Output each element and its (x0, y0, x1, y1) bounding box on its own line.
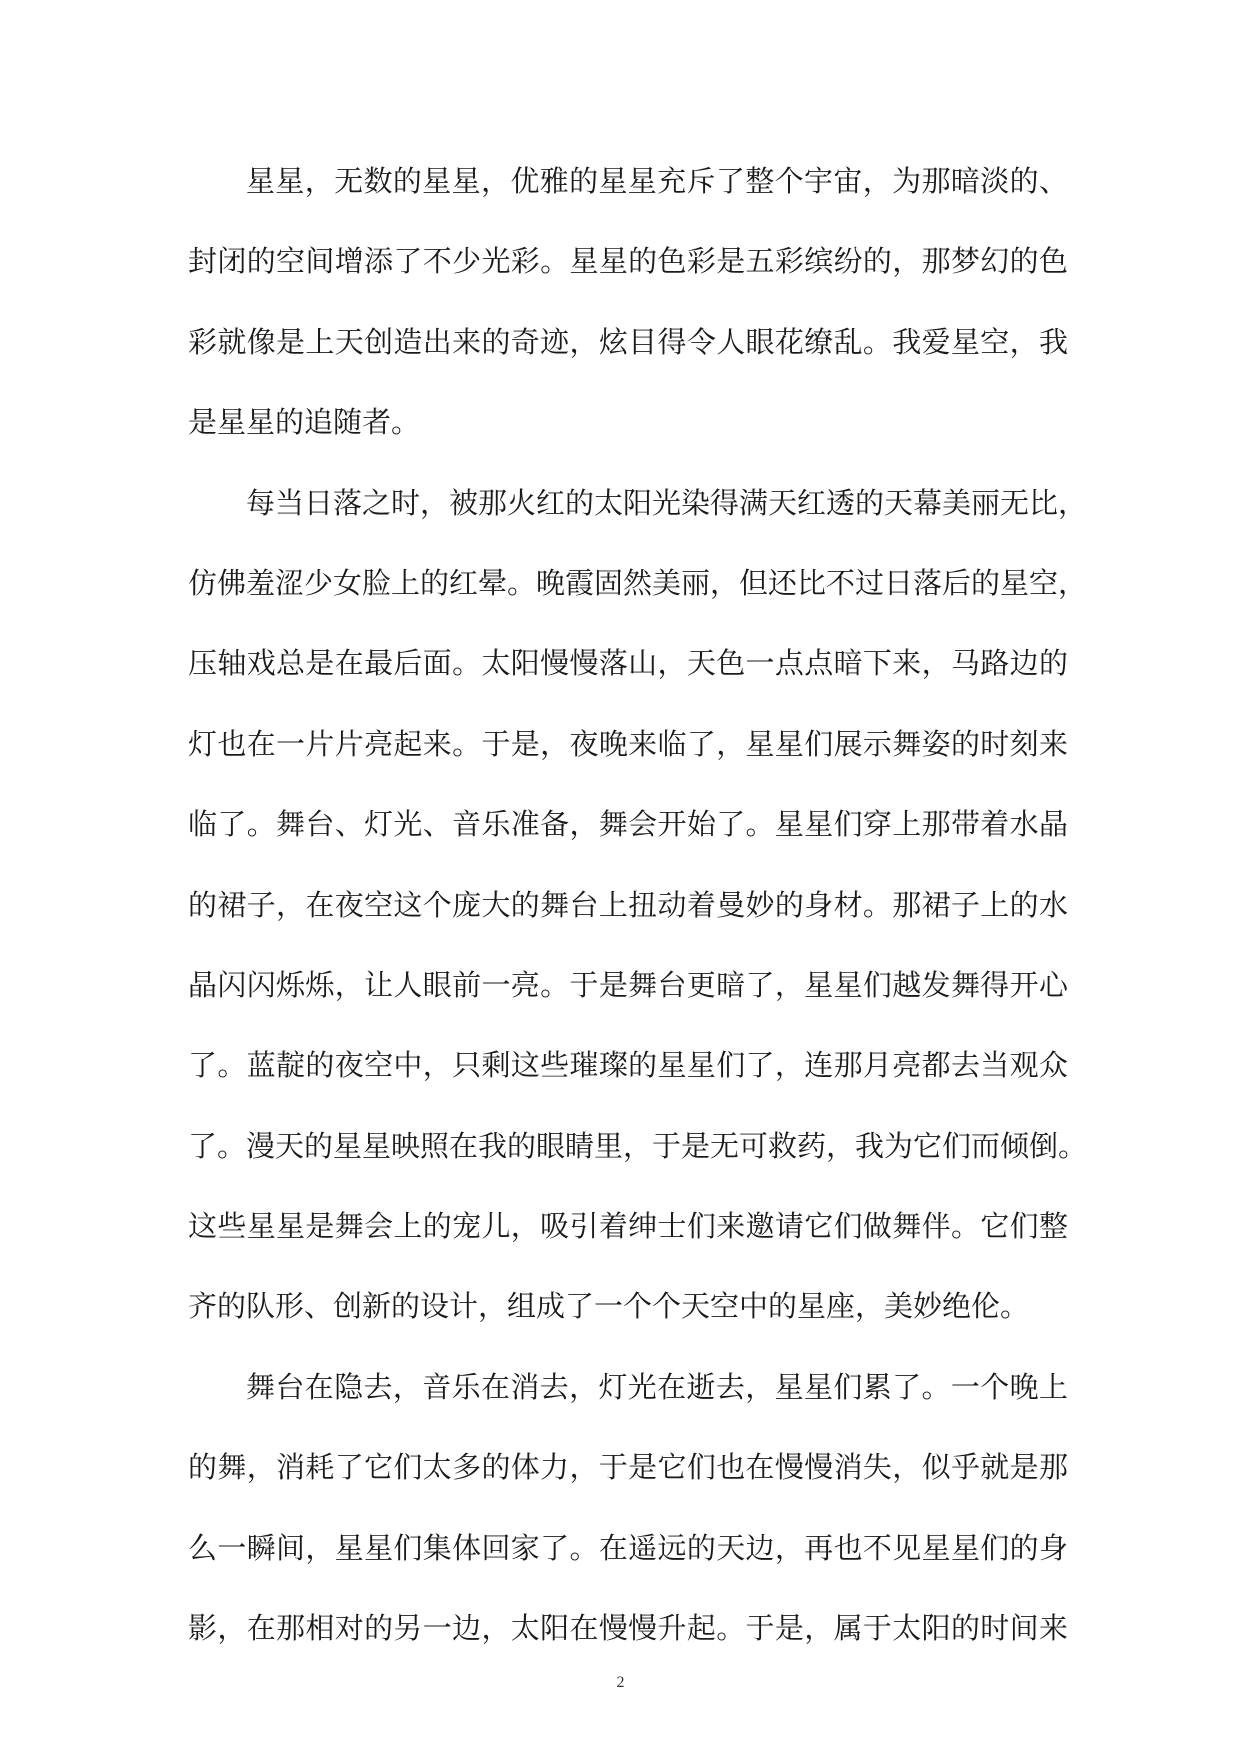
paragraph-2-line-5: 临了。舞台、灯光、音乐准备，舞会开始了。星星们穿上那带着水晶 (188, 807, 1068, 842)
paragraph-2-line-2: 仿佛羞涩少女脸上的红晕。晚霞固然美丽，但还比不过日落后的星空， (188, 565, 1088, 600)
paragraph-2-line-7: 晶闪闪烁烁，让人眼前一亮。于是舞台更暗了，星星们越发舞得开心 (188, 967, 1068, 1002)
paragraph-3-line-2: 的舞，消耗了它们太多的体力，于是它们也在慢慢消失，似乎就是那 (188, 1450, 1068, 1485)
paragraph-2-line-9: 了。漫天的星星映照在我的眼睛里，于是无可救药，我为它们而倾倒。 (188, 1128, 1088, 1163)
paragraph-1-line-1: 星星，无数的星星，优雅的星星充斥了整个宇宙，为那暗淡的、 (246, 164, 1068, 198)
paragraph-2-line-1: 每当日落之时，被那火红的太阳光染得满天红透的天幕美丽无比， (246, 485, 1088, 520)
page-number: 2 (616, 1674, 625, 1691)
paragraph-2-line-10: 这些星星是舞会上的宠儿，吸引着绅士们来邀请它们做舞伴。它们整 (188, 1209, 1068, 1244)
paragraph-1-line-4: 是星星的追随者。 (188, 405, 421, 440)
paragraph-3-line-1: 舞台在隐去，音乐在消去，灯光在逝去，星星们累了。一个晚上 (246, 1369, 1068, 1404)
paragraph-2-line-8: 了。蓝靛的夜空中，只剩这些璀璨的星星们了，连那月亮都去当观众 (188, 1048, 1068, 1083)
paragraph-2-line-3: 压轴戏总是在最后面。太阳慢慢落山，天色一点点暗下来，马路边的 (188, 646, 1068, 681)
paragraph-1-line-2: 封闭的空间增添了不少光彩。星星的色彩是五彩缤纷的，那梦幻的色 (188, 244, 1068, 279)
body-text (188, 141, 1088, 1668)
paragraph-3-line-3: 么一瞬间，星星们集体回家了。在遥远的天边，再也不见星星们的身 (188, 1530, 1068, 1565)
paragraph-2-line-4: 灯也在一片片亮起来。于是，夜晚来临了，星星们展示舞姿的时刻来 (188, 726, 1068, 761)
paragraph-2-line-6: 的裙子，在夜空这个庞大的舞台上扭动着曼妙的身材。那裙子上的水 (188, 887, 1068, 922)
paragraph-1-line-3: 彩就像是上天创造出来的奇迹，炫目得令人眼花缭乱。我爱星空，我 (188, 324, 1068, 359)
paragraph-2-line-11: 齐的队形、创新的设计，组成了一个个天空中的星座，美妙绝伦。 (188, 1289, 1030, 1324)
paragraph-3-line-4: 影，在那相对的另一边，太阳在慢慢升起。于是，属于太阳的时间来 (188, 1611, 1068, 1646)
